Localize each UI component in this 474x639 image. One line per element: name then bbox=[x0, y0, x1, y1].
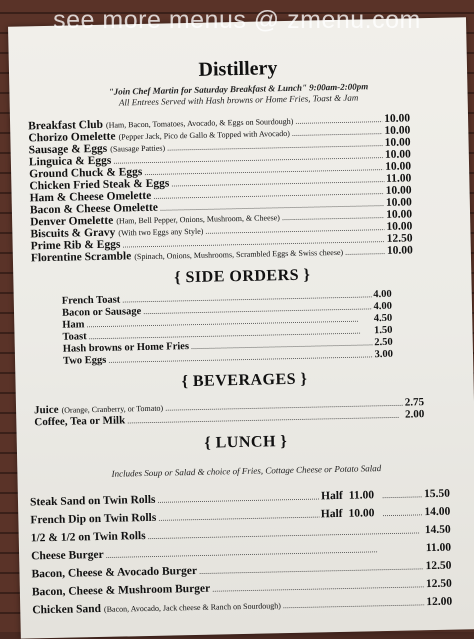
leader-dots bbox=[382, 490, 422, 500]
item-price: 15.50 bbox=[423, 487, 451, 501]
menu-title: Distillery bbox=[198, 57, 278, 81]
item-description: (Spinach, Onions, Mushrooms, Scrambled Eggs & Swiss cheese) bbox=[134, 247, 344, 262]
item-name: Bacon or Sausage bbox=[61, 306, 142, 319]
item-name: Steak Sand on Twin Rolls bbox=[29, 493, 156, 509]
item-name: 1/2 & 1/2 on Twin Rolls bbox=[30, 530, 146, 545]
item-description: (Bacon, Avocado, Jack cheese & Ranch on Sourdough) bbox=[103, 601, 281, 614]
leader-dots bbox=[212, 580, 424, 593]
item-price: 3.00 bbox=[374, 348, 394, 361]
menu-item-row bbox=[30, 488, 450, 509]
item-price: 10.00 bbox=[384, 124, 411, 137]
leader-dots bbox=[148, 526, 423, 541]
item-name: Biscuits & Gravy bbox=[30, 226, 116, 241]
item-name: French Toast bbox=[61, 294, 121, 307]
item-price: 14.00 bbox=[424, 505, 451, 519]
item-price: 10.00 bbox=[385, 184, 412, 197]
item-price: 12.50 bbox=[425, 559, 452, 573]
item-price: 2.75 bbox=[404, 396, 425, 409]
item-description: (Ham, Bell Pepper, Onions, Mushroom, & Cheese) bbox=[116, 213, 280, 226]
item-price: 10.00 bbox=[386, 244, 413, 257]
item-name: Hash browns or Home Fries bbox=[62, 341, 190, 355]
item-price: 12.00 bbox=[426, 595, 453, 609]
item-name: Linguica & Eggs bbox=[28, 154, 112, 169]
leader-dots bbox=[158, 510, 319, 522]
item-name: Sausage & Eggs bbox=[28, 142, 108, 157]
item-name: Florentine Scramble bbox=[30, 250, 132, 265]
item-name: Ham & Cheese Omelette bbox=[29, 189, 152, 205]
item-description: (With two Eggs any Style) bbox=[118, 226, 204, 238]
lunch-heading: { LUNCH } bbox=[204, 433, 288, 452]
menu-item-row bbox=[31, 560, 451, 581]
item-price: 10.00 bbox=[386, 208, 413, 221]
item-price: 10.00 bbox=[384, 136, 411, 149]
menu-paper bbox=[8, 17, 474, 638]
item-name: Cheese Burger bbox=[31, 548, 104, 563]
item-price: 14.50 bbox=[424, 523, 451, 537]
item-price: 2.50 bbox=[374, 336, 393, 349]
item-name: Juice bbox=[33, 403, 59, 417]
leader-dots bbox=[345, 247, 385, 257]
beverages-heading: { BEVERAGES } bbox=[181, 370, 308, 391]
item-price: 12.50 bbox=[386, 232, 413, 245]
half-price: 10.00 bbox=[348, 507, 375, 520]
item-name: Ground Chuck & Eggs bbox=[29, 166, 143, 181]
leader-dots bbox=[127, 411, 403, 426]
menu-entree-note: All Entrees Served with Hash browns or Home Fries, Toast & Jam bbox=[118, 92, 359, 108]
item-price: 4.50 bbox=[373, 312, 393, 325]
item-description: (Sausage Patties) bbox=[110, 143, 166, 154]
lunch-note: Includes Soup or Salad & choice of Fries, Cottage Cheese or Potato Salad bbox=[111, 463, 382, 479]
item-price: 11.00 bbox=[385, 172, 412, 185]
leader-dots bbox=[292, 127, 383, 138]
menu-item-row bbox=[31, 524, 451, 545]
item-name: Toast bbox=[62, 331, 87, 343]
item-price: 10.00 bbox=[385, 160, 412, 173]
menu-item-row bbox=[31, 542, 451, 563]
item-price: 10.00 bbox=[384, 112, 411, 125]
menu-item-row bbox=[32, 578, 452, 599]
item-name: Bacon, Cheese & Mushroom Burger bbox=[31, 582, 211, 599]
item-price: 10.00 bbox=[386, 220, 413, 233]
half-price: 11.00 bbox=[348, 489, 375, 502]
item-name: Coffee, Tea or Milk bbox=[34, 414, 126, 429]
item-price: 4.00 bbox=[373, 300, 393, 313]
leader-dots bbox=[382, 508, 422, 518]
watermark: see more menus @ zmenu.com bbox=[53, 6, 421, 34]
leader-dots bbox=[283, 598, 425, 610]
item-name: Prime Rib & Eggs bbox=[30, 238, 121, 253]
item-name: Denver Omelette bbox=[30, 214, 114, 229]
item-name: Bacon, Cheese & Avocado Burger bbox=[31, 564, 198, 581]
item-price: 10.00 bbox=[384, 148, 411, 161]
item-name: Chicken Fried Steak & Eggs bbox=[29, 177, 170, 193]
item-price: 2.00 bbox=[404, 408, 425, 421]
side-orders-heading: { SIDE ORDERS } bbox=[174, 266, 311, 287]
item-price: 10.00 bbox=[385, 196, 412, 209]
leader-dots bbox=[199, 562, 424, 576]
leader-dots bbox=[157, 492, 319, 504]
item-description: (Orange, Cranberry, or Tomato) bbox=[61, 403, 164, 415]
item-name: French Dip on Twin Rolls bbox=[30, 511, 157, 527]
half-label: Half bbox=[320, 507, 343, 521]
menu-item-row bbox=[30, 506, 450, 527]
item-price: 12.50 bbox=[425, 577, 452, 591]
item-name: Two Eggs bbox=[62, 354, 107, 367]
menu-item-row bbox=[32, 596, 452, 617]
item-description: (Pepper Jack, Pico de Gallo & Topped with Avocado) bbox=[118, 128, 290, 142]
item-price: 11.00 bbox=[425, 541, 452, 555]
menu-subtitle: "Join Chef Martin for Saturday Breakfast & Lunch" 9:00am-2:00pm bbox=[108, 81, 369, 97]
leader-dots bbox=[106, 544, 424, 560]
item-price: 1.50 bbox=[374, 324, 393, 337]
item-name: Chicken Sand bbox=[32, 602, 102, 617]
item-name: Chorizo Omelette bbox=[28, 130, 116, 145]
half-label: Half bbox=[320, 489, 343, 503]
item-name: Bacon & Cheese Omelette bbox=[29, 201, 159, 217]
item-price: 4.00 bbox=[373, 288, 392, 301]
item-description: (Ham, Bacon, Tomatoes, Avocado, & Eggs on Sourdough) bbox=[105, 116, 294, 130]
item-name: Ham bbox=[62, 319, 85, 331]
item-name: Breakfast Club bbox=[28, 118, 104, 133]
leader-dots bbox=[295, 115, 382, 126]
